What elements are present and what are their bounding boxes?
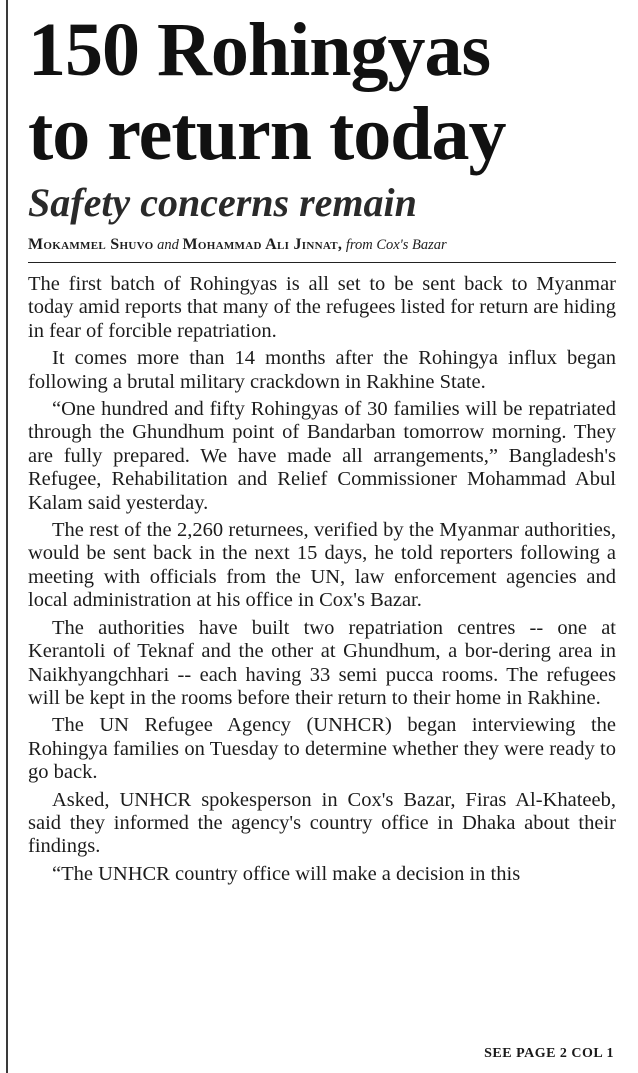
body-paragraph: The first batch of Rohingyas is all set to be sent back to Myanmar today amid reports that many of the refugees listed for return are hiding in fear of forcible repatriation.	[28, 273, 616, 342]
article-body	[28, 273, 616, 886]
byline-author-2: Mohammad Ali Jinnat,	[182, 236, 343, 253]
byline-author-1: Mokammel Shuvo	[28, 236, 154, 253]
subheadline: Safety concerns remain	[28, 180, 417, 225]
headline-line-1: 150 Rohingyas	[28, 8, 491, 92]
byline-dateline: from Cox's Bazar	[345, 237, 447, 253]
body-paragraph: It comes more than 14 months after the Rohingya influx began following a brutal military crackdown in Rakhine State.	[28, 347, 616, 393]
headline	[28, 8, 616, 176]
body-paragraph: The rest of the 2,260 returnees, verified by the Myanmar authorities, would be sent back in the next 15 days, he told reporters following a meeting with officials from the UN, law enforcement agencies and local administration at his office in Cox's Bazar.	[28, 519, 616, 612]
column-rule	[6, 0, 8, 1073]
byline-conjunction: and	[157, 237, 179, 253]
body-paragraph: The authorities have built two repatriation centres -- one at Kerantoli of Teknaf and the other at Ghundhum, a bor-dering area in Naikhyangchhari -- each having 33 semi pucca rooms. The refugees will be kept in the rooms before their return to their home in Rakhine.	[28, 616, 616, 709]
byline	[28, 236, 616, 263]
body-paragraph: The UN Refugee Agency (UNHCR) began interviewing the Rohingya families on Tuesday to determine whether they were ready to go back.	[28, 714, 616, 784]
body-paragraph: “One hundred and fifty Rohingyas of 30 families will be repatriated through the Ghundhum point of Bandarban tomorrow morning. They are fully prepared. We have made all arrangements,” Bangladesh's Refugee, Rehabilitation and Relief Commissioner Mohammad Abul Kalam said yesterday.	[28, 398, 616, 514]
body-paragraph: Asked, UNHCR spokesperson in Cox's Bazar, Firas Al-Khateeb, said they informed the agency's country office in Dhaka about their findings.	[28, 788, 616, 858]
headline-line-2: to return today	[28, 92, 506, 176]
jump-line: SEE PAGE 2 COL 1	[484, 1046, 614, 1061]
article	[28, 8, 616, 886]
body-paragraph: “The UNHCR country office will make a decision in this	[52, 862, 521, 885]
